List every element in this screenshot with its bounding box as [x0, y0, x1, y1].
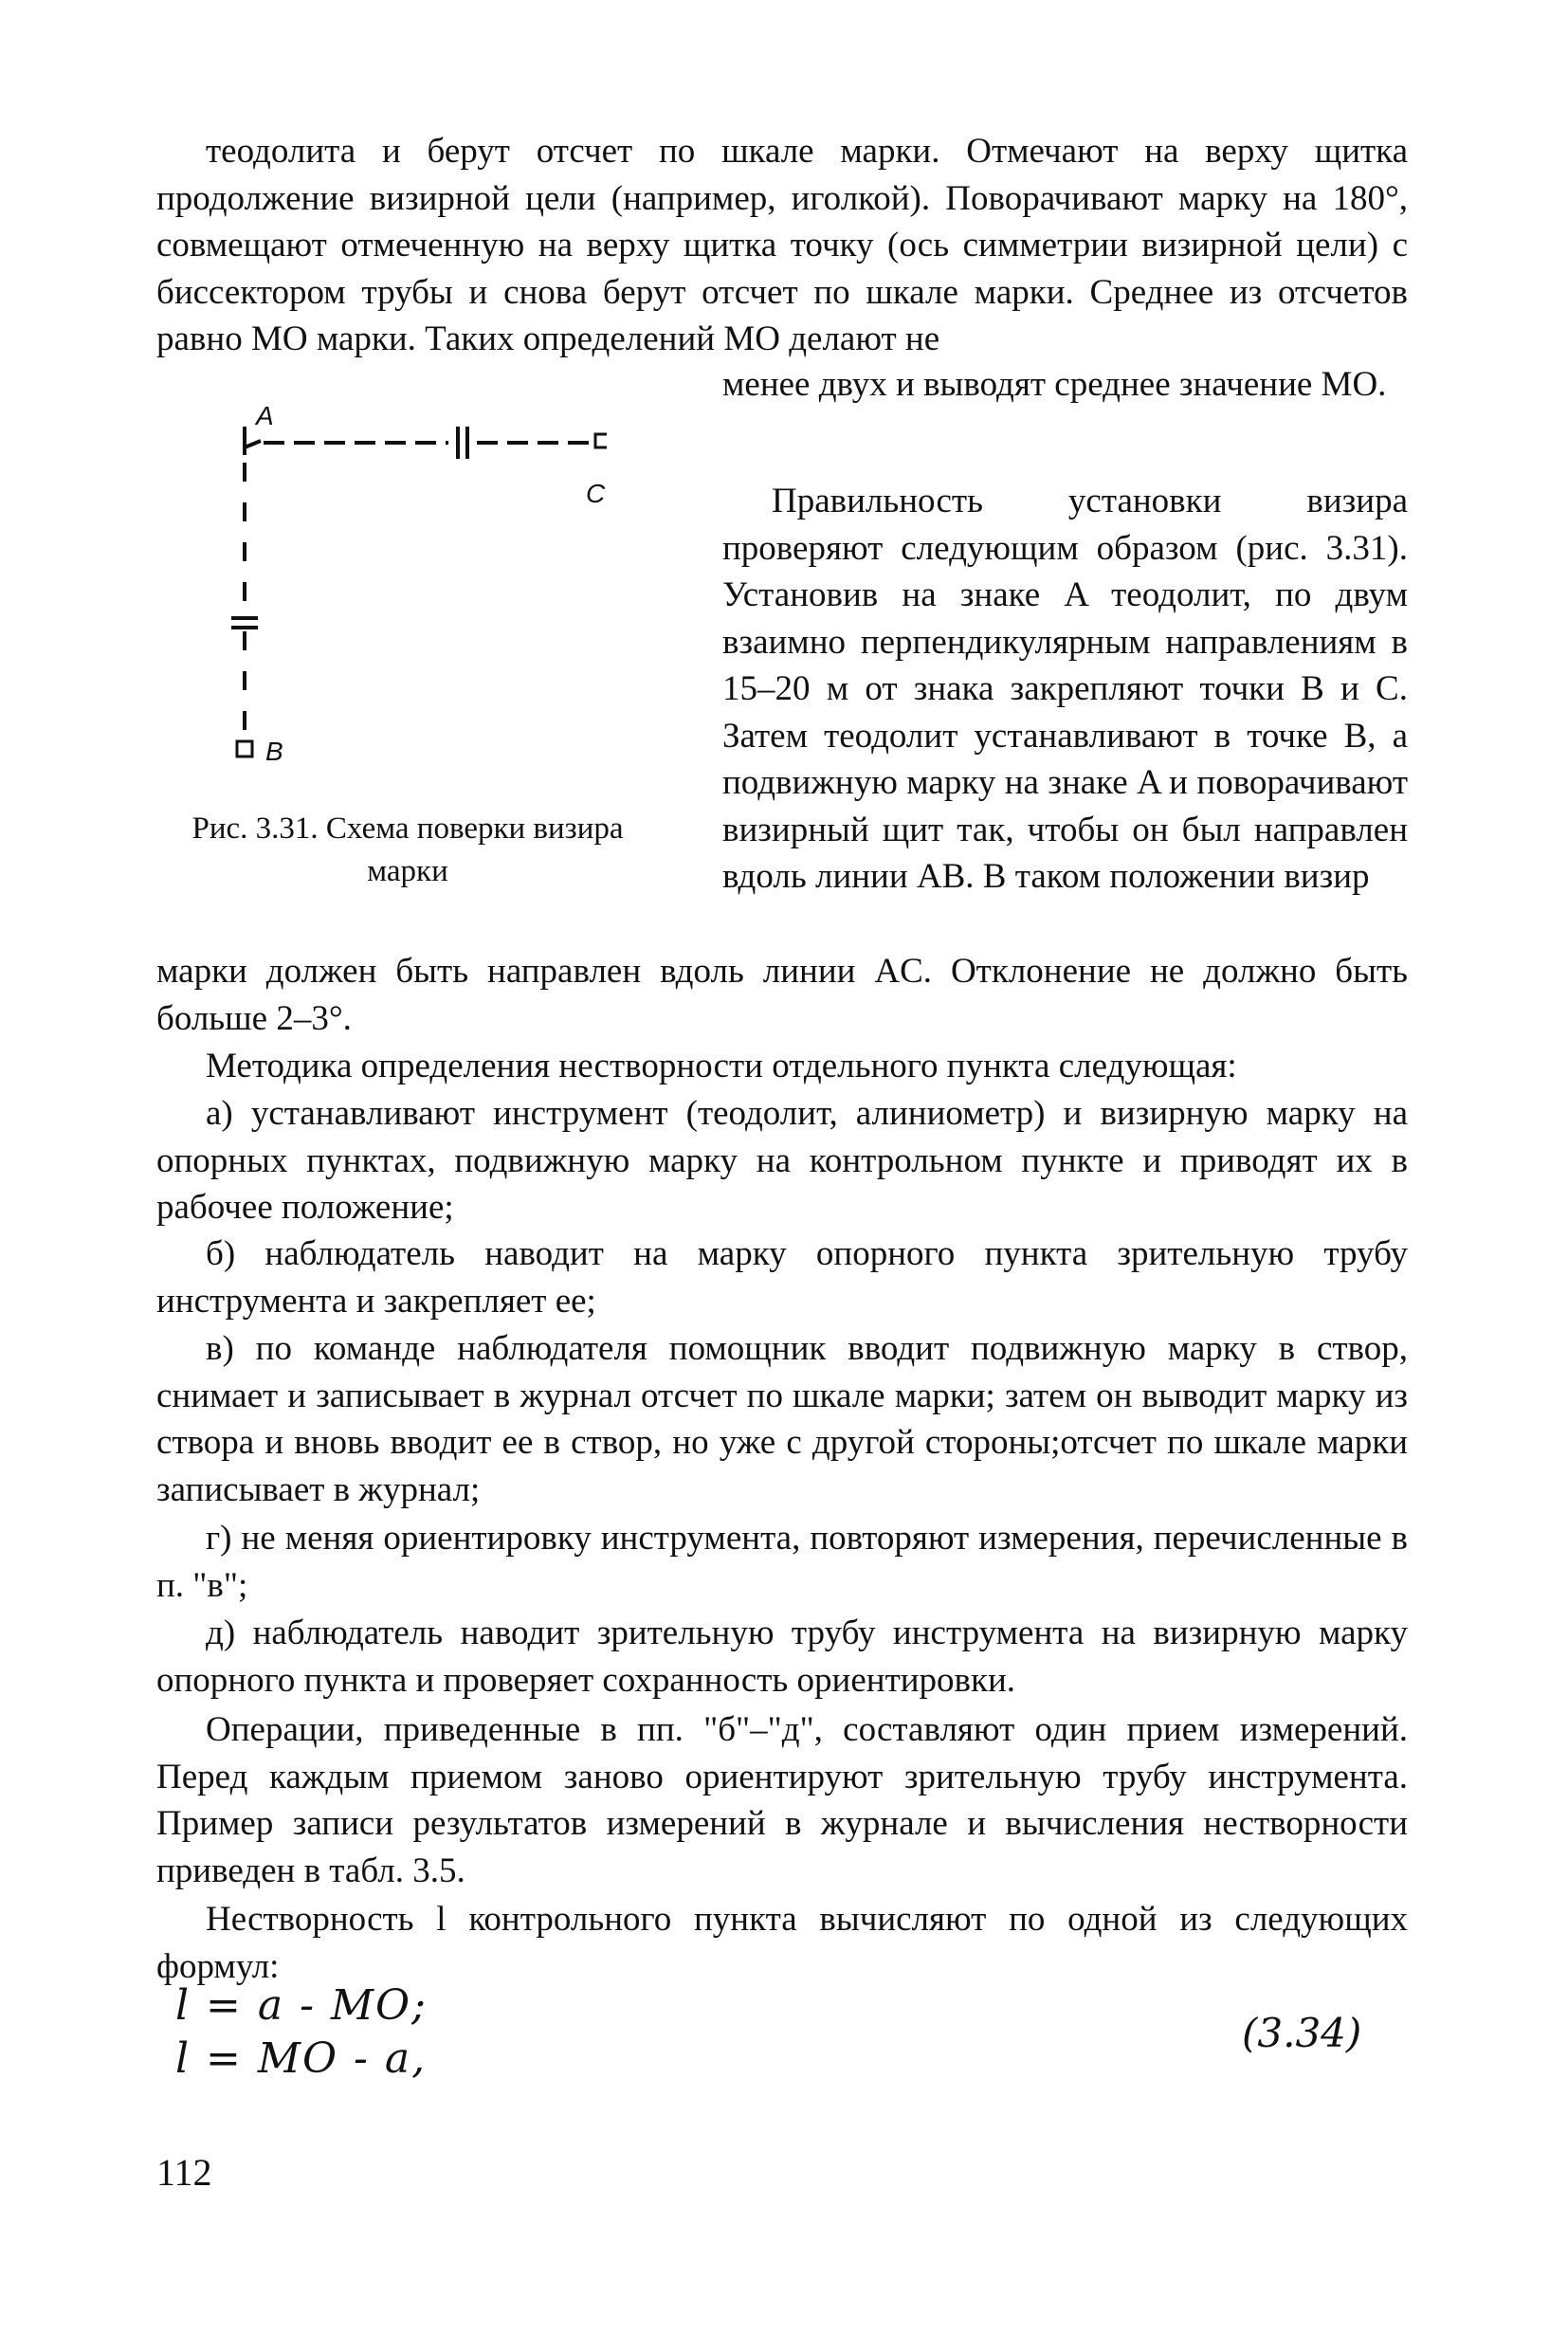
figure-3-31-diagram: [190, 398, 607, 777]
point-a-vane: [245, 441, 261, 447]
list-item-g: г) не меняя ориентировку инструмента, повторяют измерения, перечисленные в п. "в";: [156, 1519, 1408, 1605]
point-c-marker: [595, 434, 607, 447]
paragraph-2: Правильность установки визира проверяют следующим образом (рис. 3.31). Установив на знаке A теодолит, по двум взаимно перпендикулярным направлениям в 15–20 м от знака закрепляют точки B и C. Затем теодолит устанавливают в точке B, а подвижную марку на знаке A и поворачивают визирный щит так, чтобы он был направлен вдоль линии AB. В таком положении визир: [722, 482, 1408, 896]
paragraph-2-continuation: марки должен быть направлен вдоль линии AC. Отклонение не должно быть больше 2–3°.: [156, 952, 1408, 1038]
point-b-marker: [237, 741, 252, 757]
formula-line-1: l = a - MO;: [175, 1981, 428, 2030]
formula-line-2: l = MO - a,: [175, 2034, 428, 2083]
paragraph-1-continuation: менее двух и выводят среднее значение МО.: [722, 365, 1387, 404]
list-item-b: б) наблюдатель наводит на марку опорного пункта зрительную трубу инструмента и закрепляет ее;: [156, 1234, 1408, 1321]
list-item-v: в) по команде наблюдателя помощник вводит подвижную марку в створ, снимает и записывает в журнал отсчет по шкале марки; затем он выводит марку из створа и вновь вводит ее в створ, но уже с другой стороны;отсчет по шкале марки записывает в журнал;: [156, 1329, 1408, 1509]
label-b: B: [265, 737, 283, 766]
paragraph-3: Методика определения нестворности отдельного пункта следующая:: [206, 1047, 1237, 1085]
paragraph-1: теодолита и берут отсчет по шкале марки. Отмечают на верху щитка продолжение визирной цели (например, иголкой). Поворачивают марку на 180°, совмещают отмеченную на верху щитка точку (ось симметрии визирной цели) с биссектором трубы и снова берут отсчет по шкале марки. Среднее из отсчетов равно МО марки. Таких определений МО делают не: [156, 132, 1408, 358]
formula-number: (3.34): [1242, 2010, 1362, 2056]
label-a: A: [256, 401, 274, 430]
figure-caption: Рис. 3.31. Схема поверки визира марки: [191, 811, 624, 888]
list-item-d: д) наблюдатель наводит зрительную трубу инструмента на визирную марку опорного пункта и проверяет сохранность ориентировки.: [156, 1614, 1408, 1700]
page-number: 112: [156, 2151, 212, 2194]
paragraph-5: Нестворность l контрольного пункта вычисляют по одной из следующих формул:: [156, 1900, 1408, 1986]
paragraph-4: Операции, приведенные в пп. "б"–"д", составляют один прием измерений. Перед каждым приемом заново ориентируют зрительную трубу инструмента. Пример записи результатов измерений в журнале и вычисления нестворности приведен в табл. 3.5.: [156, 1710, 1408, 1890]
label-c: C: [586, 479, 606, 508]
list-item-a: а) устанавливают инструмент (теодолит, алиниометр) и визирную марку на опорных пунктах, подвижную марку на контрольном пункте и приводят их в рабочее положение;: [156, 1094, 1408, 1227]
